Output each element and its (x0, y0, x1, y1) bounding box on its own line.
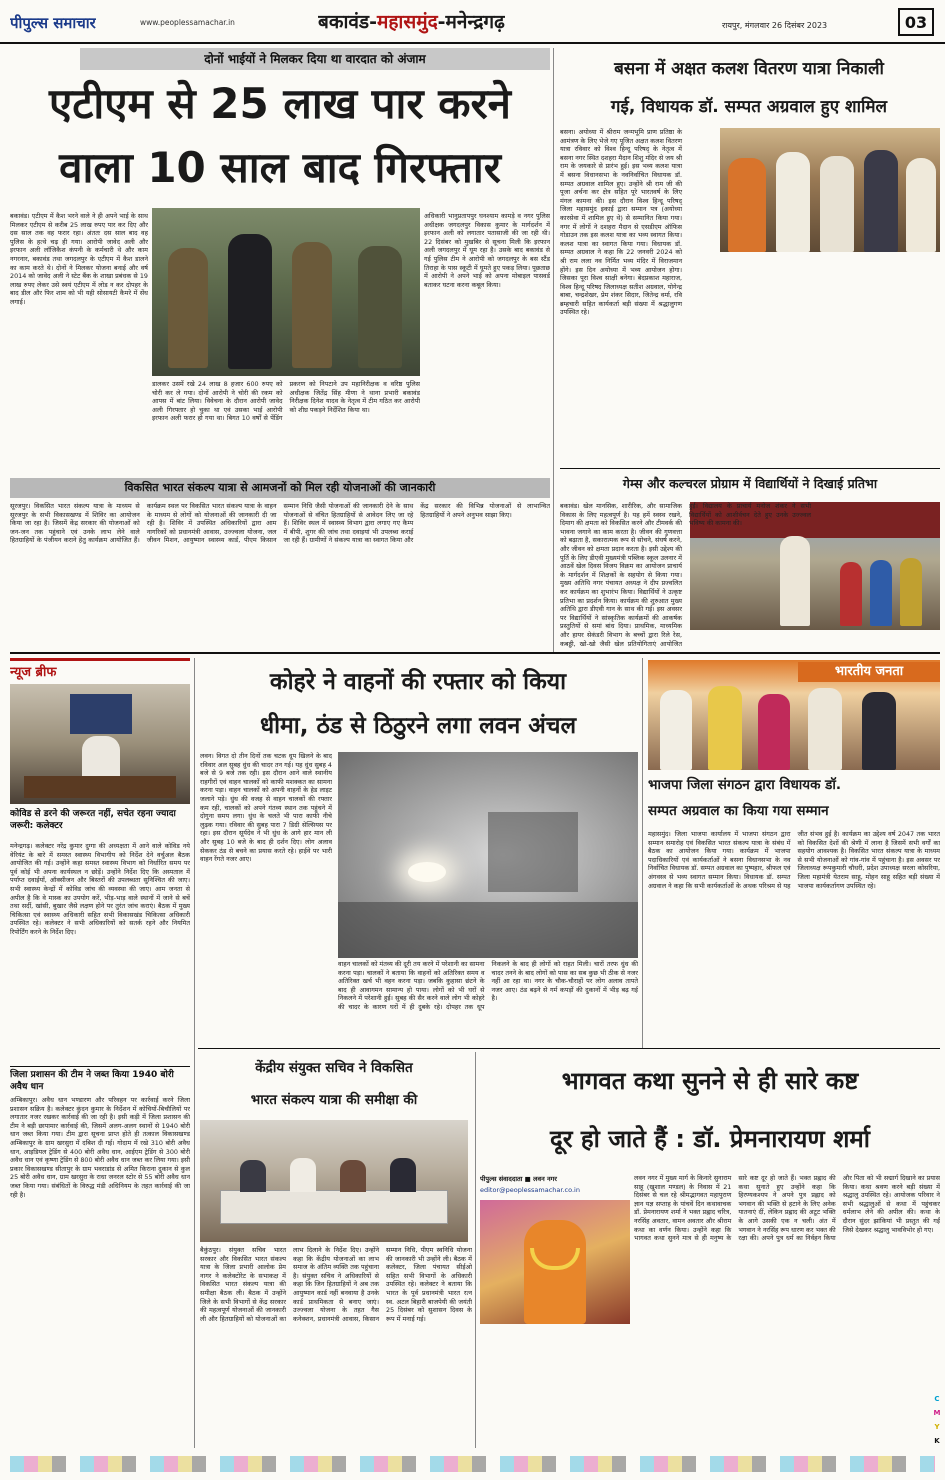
news-brief-label (10, 658, 190, 680)
police-figure (358, 246, 402, 368)
masthead (0, 0, 945, 44)
person-figure (758, 694, 790, 770)
section-rule (198, 1048, 940, 1049)
person-figure (660, 690, 692, 770)
section-title (318, 8, 505, 34)
atm-body-left: बकावंड। एटीएम में कैश भरने वाले ने ही अपने भाई के साथ मिलकर एटीएम से करीब 25 लाख रुपए पार कर दिए और दस साल तक वह फरार रहा। अंततः दस साल बाद वह पुलिस के हत्थे चढ़ ही गया। आरोपी जावेद अली और इरफान अली लॉजिकैश कंपनी के कर्मचारी थे और काम नगरनार, बकावंड तथा जगदलपुर के एटीएम में कैश डालने का काम करते थे। दोनों ने मिलकर योजना बनाई और वर्ष 2014 को जावेद अली ने स्टेट बैंक के शाखा प्रबंधक से 19 लाख रुपए लेकर उसे स्वयं एटीएम में लोड न कर दोपहर के बाद डील और फिर शाम को भी यही सोसायटी कैमरे में सेंध लगाई। (10, 212, 148, 306)
brief-item2-body: अम्बिकापुर। अवैध धान भण्डारण और परिवहन पर कार्रवाई करने जिला प्रशासन सक्रिय है। कलेक्टर कुंदन कुमार के निर्देशन में कोचियों-बिचौलियों पर लगातार नजर रखकर कार्रवाई की जा रही है। इसी कड़ी में जिला प्रशासन की टीम ने बड़ी छापामार कार्रवाई की, जिसमें अलग-अलग स्थानों से 1940 बोरी धान जब्त किया गया। टीम द्वारा सूचना प्राप्त होते ही तत्काल विकासखण्ड अम्बिकापुर के ग्राम खरसुरा में दबिश दी गई। गोदाम में रखे 310 बोरी अवैध धान, आइडियल ट्रेडिंग से 400 बोरी अवैध धान, आईएम ट्रेडिंग से 300 बोरी अवैध धान एवं कृष्णा ट्रेडिंग से 800 बोरी अवैध धान जब्त कर लिया गया। इसी प्रकार विकासखण्ड सीतापुर के ग्राम भवराडांड से अमित किराना दुकान से कुल 25 बोरी अवैध धान, ग्राम खरसुरा के राधा जनरल स्टोर से 55 बोरी अवैध धान जब्त किया गया। संबंधितों के विरुद्ध मंडी अधिनियम के तहत कार्रवाई की जा रही है। (10, 1096, 190, 1199)
headline-atm-line2: वाला 10 साल बाद गिरफ्तार (59, 143, 501, 192)
headline-fog-line1: कोहरे ने वाहनों की रफ्तार को किया (269, 669, 567, 695)
headline-bhagwat-line1: भागवत कथा सुनने से ही सारे कष्ट (561, 1067, 859, 1095)
headline-basna (560, 50, 938, 126)
headline-fog-line2: धीमा, ठंड से ठिठुरने लगा लवन अंचल (259, 713, 577, 739)
headline-fog (198, 660, 638, 750)
reg-c: C (934, 1395, 940, 1403)
headline-review-line2: भारत संकल्प यात्रा की समीक्षा की (250, 1092, 418, 1108)
atm-photo (152, 208, 420, 376)
person-figure (340, 1160, 366, 1192)
dateline: रायपुर, मंगलवार 26 दिसंबर 2023 (722, 21, 828, 30)
bjp-banner: भारतीय जनता (798, 662, 940, 682)
fog-body-left: लवन। विगत दो तीन दिनों तक चटक धूप खिलने के बाद रविवार अल सुबह धुंध की चादर तन गई। यह धुंध सुबह 4 बजे से 9 बजे तक रही। इस दौरान आने वाले स्थानीय राहगीरों एवं वाहन चालकों को काफी मशक्कत का सामना करना पड़ा। वाहन चालकों को अपनी वाहनों के हेड लाइट जलाने पड़े। धुंध की वजह से वाहन चालकों की रफ्तार कम रही, चालकों को अपने गंतव्य स्थान तक पहुंचने में दोगुना समय लगा। धुंध के चलते भी पारा काफी नीचे लुढ़क गया। रविवार की सुबह पारा 7 डिग्री सेल्सियस पर रहा। इस दौरान सूर्यदेव ने भी धुंध के आगे हार मान ली और सुबह 10 बजे के बाद ही दर्शन दिए। लोग अलाव सेककर ठंड से बचने का प्रयास करते रहे। हाईवे पर भारी वाहन रेंगते नजर आए। (200, 752, 332, 864)
bjp-body: महासमुंद। जिला भाजपा कार्यालय में भाजपा संगठन द्वारा सम्मान समारोह एवं विकसित भारत संकल्प यात्रा के संबंध में बैठक का आयोजन किया गया। कार्यक्रम में भाजपा पदाधिकारियों एवं कार्यकर्ताओं ने बसना विधानसभा के नव निर्वाचित विधायक डॉ. सम्पत अग्रवाल का पुष्पहार, श्रीफल एवं अंगवस्त्र से भव्य स्वागत सम्मान किया। विधायक डॉ. सम्पत अग्रवाल ने कहा कि सभी कार्यकर्ताओं के अथक परिश्रम से यह जीत संभव हुई है। कार्यक्रम का उद्देश्य वर्ष 2047 तक भारत को विकसित देशों की श्रेणी में लाना है जिसमें सभी वर्गों का सहयोग आवश्यक है। विकसित भारत संकल्प यात्रा के माध्यम से सभी योजनाओं को गांव-गांव में पहुंचाना है। इस अवसर पर जिलाध्यक्ष रूपकुमारी चौधरी, प्रदेश उपाध्यक्ष सरला कोसरिया, जिला महामंत्री येतराम साहू, मोहन साहू सहित बड़ी संख्या में भाजपा कार्यकर्तागण उपस्थित रहे। (648, 830, 940, 890)
headline-bjp-line2: सम्पत अग्रवाल का किया गया सम्मान (648, 803, 829, 819)
registration-marks (932, 1392, 942, 1448)
police-figure (168, 248, 208, 368)
section-title-right: -मनेन्द्रगढ़ (437, 11, 505, 33)
column-divider (642, 658, 643, 1048)
section-title-left: बकावंड- (318, 11, 377, 33)
headline-atm-line1: एटीएम से 25 लाख पार करने (49, 79, 511, 128)
person-figure (808, 688, 842, 770)
person-figure (390, 1158, 416, 1192)
masthead-logo (10, 13, 96, 33)
truck-silhouette (488, 812, 578, 892)
fog-photo (338, 752, 638, 958)
atm-body-right: अधिकारी भानुप्रतापपुर घनश्याम कामड़े व नगर पुलिस अधीक्षक जगदलपुर विकास कुमार के मार्गदर्शन में इरफान अली को लगातार पतासाजी की जा रही थी। 22 दिसंबर को मुखबिर से सूचना मिली कि इरफान अली जगदलपुर में घूम रहा है। उसके बाद बकावंड से गई पुलिस टीम ने आरोपी को जगदलपुर के बस स्टैंड तिराहा के पास स्कूटी में घूमते हुए पकड़ लिया। पूछताछ में आरोपी ने अपने भाई को अपना मोबाइल पासवर्ड बताकर घटना करना कबूल किया। (424, 212, 550, 289)
headline-review (198, 1052, 470, 1118)
headline-review-line1: केंद्रीय संयुक्त सचिव ने विकसित (255, 1060, 413, 1076)
collector-figure (82, 736, 120, 776)
desk (24, 776, 176, 798)
section-title-mid: महासमुंद (376, 11, 438, 33)
headline-basna-line2: गई, विधायक डॉ. सम्पत अग्रवाल हुए शामिल (610, 97, 888, 117)
reg-m: M (933, 1409, 941, 1417)
reg-k: K (934, 1437, 940, 1445)
column-divider (194, 658, 195, 1448)
color-bar (10, 1456, 935, 1472)
kicker-atm: दोनों भाईयों ने मिलकर दिया था वारदात को अंजाम (80, 48, 550, 70)
website-url[interactable]: www.peoplessamachar.in (140, 18, 235, 27)
nameplate-board (70, 694, 132, 734)
bhagwat-byline: पीपुल्स संवाददाता ■ लवन नगर (480, 1175, 557, 1183)
headlight (408, 862, 446, 882)
bjp-photo (648, 660, 940, 770)
brief-item1-headline: कोविड से डरने की जरूरत नहीं, सचेत रहना ज्यादा जरूरी: कलेक्टर (10, 809, 176, 831)
sankalp-body: सूरजपुर। विकसित भारत संकल्प यात्रा के माध्यम से सूरजपुर के सभी विकासखण्ड में शिविर का आयोजन किया जा रहा है। जिसमें केंद्र सरकार की योजनाओं को जन-जन तक पहुंचाने एवं उनके लाभ लेने वाले हितग्राहियों के पंजीयन कराने हेतु कार्यक्रम आयोजित हैं। कार्यक्रम स्थल पर विकसित भारत संकल्प यात्रा के वाहन के माध्यम से लोगों को योजनाओं की जानकारी दी जा रही है। शिविर में उपस्थित अधिकारियों द्वारा आम नागरिकों को प्रधानमंत्री आवास, उज्ज्वला योजना, जल जीवन मिशन, आयुष्मान स्वास्थ्य कार्ड, पीएम किसान सम्मान निधि जैसी योजनाओं की जानकारी देने के साथ योजनाओं से वंचित हितग्राहियों से आवेदन लिए जा रहे हैं। शिविर स्थल में स्वास्थ्य विभाग द्वारा लगाए गए कैम्प में बीपी, शुगर की जांच तथा दवाइयां भी उपलब्ध कराई जा रही हैं। ग्रामीणों ने संकल्प यात्रा का स्वागत किया और केंद्र सरकार की विभिन्न योजनाओं से लाभान्वित हितग्राहियों ने अपने अनुभव साझा किए। (10, 502, 550, 545)
brief-item2-headline: जिला प्रशासन की टीम ने जब्त किया 1940 बोरी अवैध धान (10, 1066, 190, 1094)
bhagwat-email[interactable]: editor@peoplessamachar.co.in (480, 1186, 580, 1194)
bhagwat-photo (480, 1200, 630, 1324)
headline-bjp-line1: भाजपा जिला संगठन द्वारा विधायक डॉ. (648, 777, 842, 793)
column-divider (475, 1052, 476, 1448)
logo-text: पीपुल्स समाचार (10, 14, 96, 32)
headline-atm (10, 72, 550, 210)
section-rule (10, 652, 940, 654)
page-number: 03 (898, 8, 934, 36)
column-divider (553, 48, 554, 652)
police-figure (292, 242, 332, 368)
road (338, 902, 638, 958)
bhagwat-body-col1: लवन नगर में मुख्य मार्ग के किनारे सुनाराम साहू (खुशाल मण्डल) के निवास में 21 दिसंबर से चल रहे श्रीमद्भागवत महापुराण ज्ञान यज्ञ सप्ताह के पांचवें दिन कथावाचक डॉ. प्रेमनारायण शर्मा ने भक्त प्रह्लाद चरित्र, नरसिंह अवतार, वामन अवतार और श्रीराम कथा का वर्णन किया। उन्होंने कहा कि भागवत कथा सुनने मात्र से ही मनुष्य के सारे कष्ट दूर हो जाते हैं। भक्त प्रह्लाद की कथा सुनाते हुए उन्होंने कहा कि हिरण्यकश्यप ने अपने पुत्र प्रह्लाद को भगवान की भक्ति से हटाने के लिए अनेक यातनाएं दीं, लेकिन प्रह्लाद की अटूट भक्ति के आगे उसकी एक न चली। अंत में भगवान ने नरसिंह रूप धारण कर भक्त की रक्षा की। अपने पुत्र धर्म का निर्वहन किया और पिता को भी सद्मार्ग दिखाने का प्रयास किया। कथा श्रवण करने बड़ी संख्या में श्रद्धालु उपस्थित रहे। आयोजक परिवार ने सभी श्रद्धालुओं से कथा में पहुंचकर धर्मलाभ लेने की अपील की। कथा के दौरान सुंदर झांकियां भी प्रस्तुत की गईं जिसे देखकर श्रद्धालु भावविभोर हो गए। (634, 1174, 940, 1243)
headline-bjp (648, 772, 940, 826)
headline-bhagwat (480, 1052, 940, 1172)
games-body: बकावंड। खेल मानसिक, शारीरिक, और सामाजिक विकास के लिए महत्वपूर्ण है। यह हमें स्वस्थ रखने, दिमाग की क्षमता को विकसित करने और टीमवर्क की भावना जगाने का काम करता है। जीवन की गुणवत्ता को बढ़ाता है, सकारात्मक रूप से सोचने, संघर्ष करने, और जीवन को क्षमता प्रदान करता है। इसी उद्देश्य की पूर्ति के लिए डीएवी मुख्यमंत्री पब्लिक स्कूल उलनार में आठवें खेल दिवस विजय विक्रम का आयोजन प्राचार्य के मार्गदर्शन में शिक्षकों के सहयोग से किया गया। मुख्य अतिथि नगर पंचायत अध्यक्ष ने दीप प्रज्वलित कर कार्यक्रम का शुभारंभ किया। विद्यार्थियों ने उत्कृष्ट प्रतिभा का प्रदर्शन किया। कार्यक्रम की शुरुआत मुख्य अतिथि द्वारा डीएवी गान के साथ की गई। इस अवसर पर विद्यार्थियों ने सांस्कृतिक कार्यक्रमों की आकर्षक प्रस्तुतियों से समां बांध दिया। प्राथमिक, माध्यमिक और हायर सेकंडरी विभाग के बच्चों द्वारा रिले रेस, कबड्डी, खो-खो जैसी खेल प्रतियोगिताएं आयोजित हुईं। विद्यालय के प्राचार्य मनोज शंकर ने सभी विद्यार्थियों को आशीर्वचन देते हुए उनके उज्ज्वल भविष्य की कामना की। (560, 502, 811, 648)
meeting-table (220, 1190, 448, 1224)
brief-photo (10, 684, 190, 804)
news-brief-text: न्यूज ब्रीफ (10, 665, 57, 680)
accused-figure (228, 234, 272, 369)
headline-bhagwat-line2: दूर हो जाते हैं : डॉ. प्रेमनारायण शर्मा (550, 1125, 870, 1153)
reg-y: Y (934, 1423, 940, 1431)
sankalp-strip: विकसित भारत संकल्प यात्रा से आमजनों को मिल रही योजनाओं की जानकारी (10, 478, 550, 498)
person-figure (240, 1160, 266, 1192)
basna-body: बसना। अयोध्या में श्रीराम जन्मभूमि प्राण प्रतिष्ठा के आमंत्रण के लिए भेजे गए पूजित अक्षत कलश वितरण यात्रा रविवार को विश्व हिन्दू परिषद् के नेतृत्व में बसना नगर स्थित दशहरा मैदान शिशु मंदिर से जय श्री राम के जयकारे से प्रारंभ हुई। इस भव्य कलश यात्रा में बसना विधानसभा के नवनिर्वाचित विधायक डॉ. सम्पत अग्रवाल शामिल हुए। उन्होंने श्री राम जी की पूजा अर्चना कर क्षेत्र सहित पूरे भारतवर्ष के लिए मंगल कामना की। इस दौरान विश्व हिन्दू परिषद् जिला महासमुंद इकाई द्वारा सम्मान पत्र (अयोध्या कारसेवा में शामिल हुए थे) से सम्मानित किया गया। नगर में लोगों ने दशहरा मैदान से एसडीएम ऑफिस गोडाउन तक इस कलश यात्रा का भव्य स्वागत किया। कलश यात्रा का स्वागत किया गया। विधायक डॉ. सम्पत अग्रवाल ने कहा कि 22 जनवरी 2024 को श्री राम लला नव निर्मित भव्य मंदिर में विराजमान होंगे। इस दिन अयोध्या में भव्य आयोजन होगा। जिसका पूरा विश्व साक्षी बनेगा। बेदप्रकाश महाराज, विश्व हिन्दू परिषद जिलाध्यक्ष सतीश अग्रवाल, योगेन्द्र बाबा, चन्द्रशेखर, प्रेम शंकर सिदार, जितेन्द्र वर्मा, रवि ब्रम्हचारी सहित कार्यकर्ता बड़ी संख्या में श्रद्धालुगण उपस्थित रहे। (560, 128, 682, 317)
atm-body-mid: डालकर उसमें रखे 24 लाख 8 हजार 600 रुपए को चोरी कर ले गया। दोनों आरोपी ने चोरी की रकम को आपस में बांट लिया। विवेचना के दौरान आरोपी जावेद अली गिरफ्तार हो चुका था एवं उसका भाई आरोपी इरफान अली फरार हो गया था। बिगत 10 वर्षों से पेंडिंग प्रकरण को निपटाने उप महानिरीक्षक व वरिष्ठ पुलिस अधीक्षक जितेंद्र सिंह मीणा ने थाना प्रभारी बकावंड निरीक्षक दिनेश यादव के नेतृत्व में टीम गठित कर आरोपी को शीघ्र पकड़ने निर्देशित किया था। (152, 380, 420, 423)
brief-item1-body: मनेन्द्रगढ़। कलेक्टर नरेंद्र कुमार दुग्गा की अध्यक्षता में आने वाले कोविड नये वेरियंट के बारे में समस्त स्वास्थ्य विभागीय को निर्देश देने वर्चुअल बैठक आयोजित की गई। उन्होंने कहा समस्त स्वास्थ्य विभाग को निर्धारित समय पर पूर्व कोई भी अपना कार्यस्थल न छोड़ें। उन्होंने निर्देश दिए कि अस्पताल में पर्याप्त दवाईयाँ, ऑक्सीजन और बिस्तरों की उपलब्धता सुनिश्चित की जाए। सभी स्वास्थ्य केन्द्रों में कोविड जांच की व्यवस्था की जाए। आम जनता से अपील है कि वे मास्क का उपयोग करें, भीड़-भाड़ वाले स्थानों में जाने से बचें तथा सर्दी, खांसी, बुखार जैसे लक्षण होने पर तुरंत जांच कराएं। बैठक में मुख्य चिकित्सा एवं स्वास्थ्य अधिकारी सहित सभी विकासखंड चिकित्सा अधिकारी उपस्थित रहे। कलेक्टर ने सभी अधिकारियों को सतर्क रहने और नियमित रिपोर्टिंग करने के निर्देश दिए। (10, 842, 190, 936)
review-body: बैकुंठपुर। संयुक्त सचिव भारत सरकार और विकसित भारत संकल्प यात्रा के जिला प्रभारी आलोक प्रेम नागर ने कलेक्टोरेट के सभाकक्ष में विकसित भारत संकल्प यात्रा की समीक्षा बैठक ली। बैठक में उन्होंने जिले के सभी विभागों से केंद्र सरकार की महत्वपूर्ण योजनाओं की जानकारी ली और हितग्राहियों को योजनाओं का लाभ दिलाने के निर्देश दिए। उन्होंने कहा कि केंद्रीय योजनाओं का लाभ समाज के अंतिम व्यक्ति तक पहुंचाना है। संयुक्त सचिव ने अधिकारियों से कहा कि जिन हितग्राहियों ने अब तक आयुष्मान कार्ड नहीं बनवाया है उनके कार्ड प्राथमिकता से बनाए जाएं। उज्ज्वला योजना के तहत गैस कनेक्शन, प्रधानमंत्री आवास, किसान सम्मान निधि, पीएम स्वनिधि योजना की जानकारी भी उन्होंने ली। बैठक में कलेक्टर, जिला पंचायत सीईओ सहित सभी विभागों के अधिकारी उपस्थित रहे। कलेक्टर ने बताया कि भारत के पूर्व प्रधानमंत्री भारत रत्न स्व. अटल बिहारी बाजपेयी की जयंती 25 दिसंबर को सुशासन दिवस के रूप में मनाई गई। (200, 1246, 472, 1323)
person-figure (290, 1158, 316, 1192)
review-photo (200, 1120, 468, 1242)
person-figure (862, 692, 896, 770)
person-figure (708, 686, 742, 770)
fog-body-right: वाहन चालकों को मंतव्य की दूरी तय करने में परेशानी का सामना करना पड़ा। चालकों ने बताया कि वाहनों को अतिरिक्त समय व अतिरिक्त खर्च भी वहन करना पड़ा। जबकि कुहासा छंटने के बाद ही आवागमन सामान्य हो पाया। लोगों को भी घरों से निकलने में परेशानी हुई। सुबह की सैर करने वाले लोग भी कोहरे की चादर के कारण घरों में ही दुबके रहे। दोपहर तक धूप निकलने के बाद ही लोगों को राहत मिली। चारों तरफ धुंध की चादर तनने के बाद लोगों को पास का सब कुछ भी ठीक से नजर नहीं आ रहा था। नगर के चौक-चौराहों पर लोग अलाव तापते नजर आए। ठंड बढ़ने से गर्म कपड़ों की दुकानों में भीड़ बढ़ गई है। (338, 960, 638, 1011)
headline-basna-line1: बसना में अक्षत कलश वितरण यात्रा निकाली (614, 59, 884, 79)
kathavachak-figure (524, 1220, 586, 1324)
headline-games: गेम्स और कल्चरल प्रोग्राम में विद्यार्थियों ने दिखाई प्रतिभा (560, 468, 940, 498)
